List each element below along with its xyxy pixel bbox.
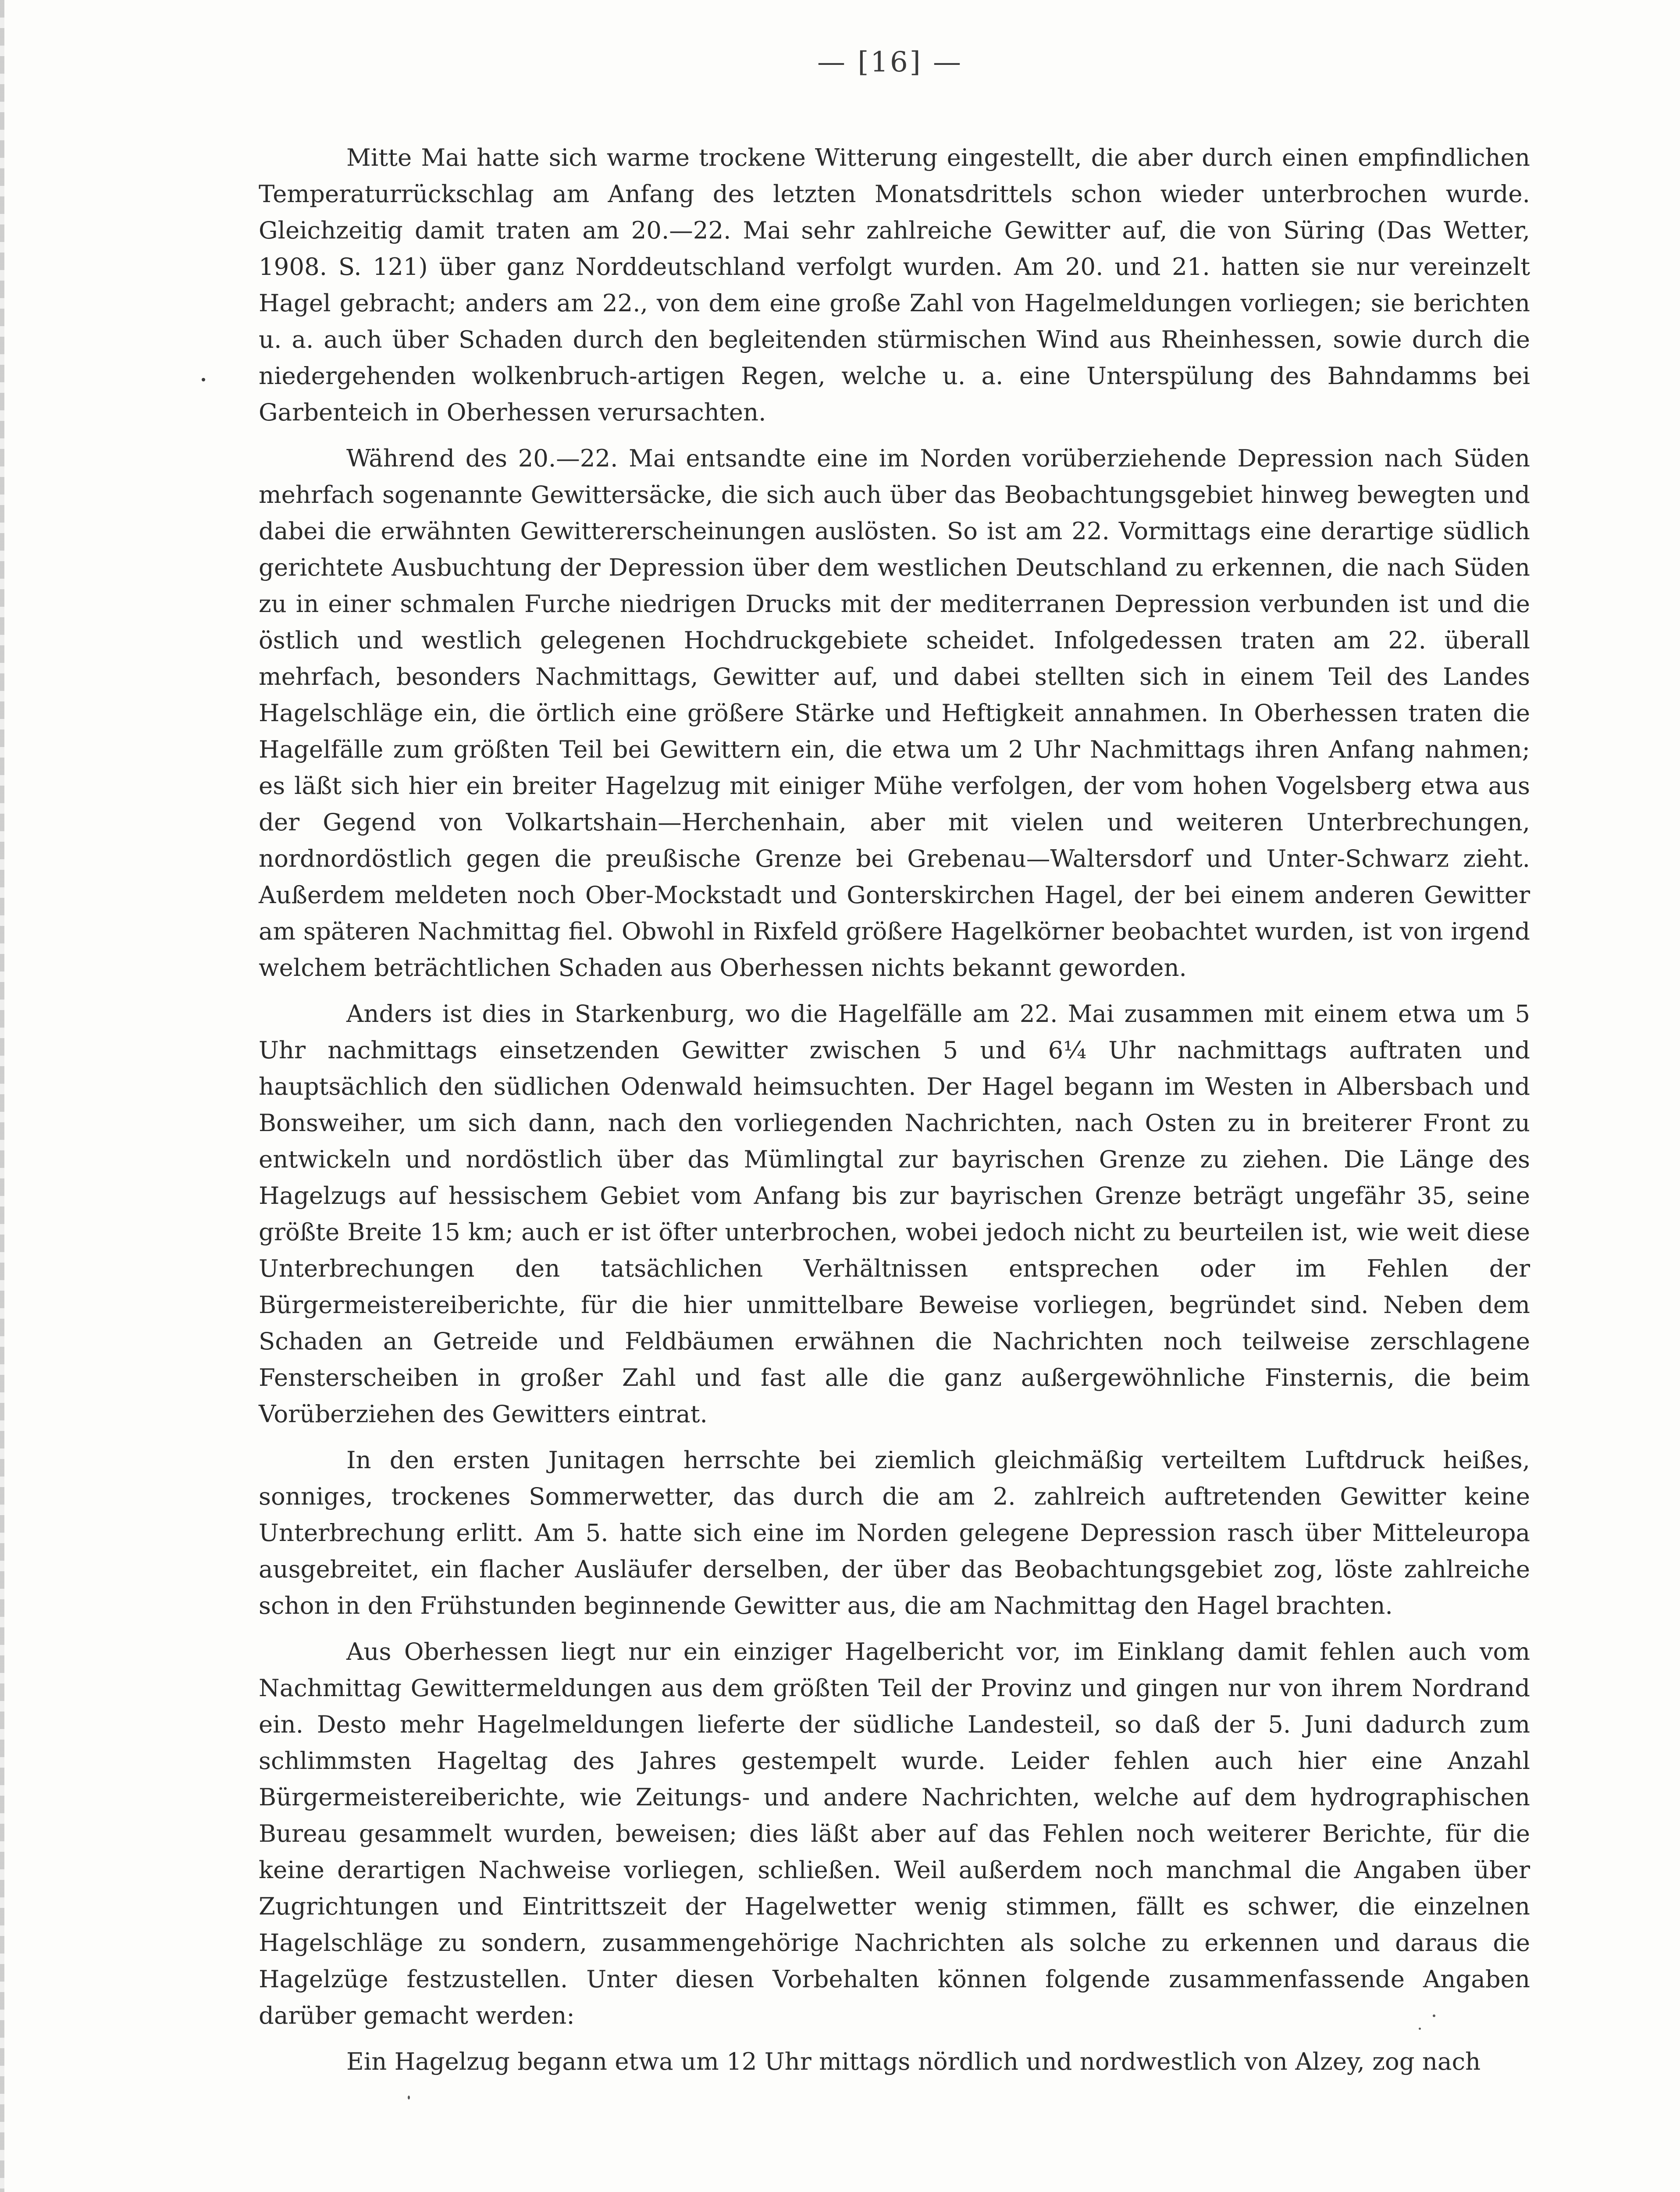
scan-speck: [408, 2096, 410, 2099]
paragraph: In den ersten Junitagen herrschte bei ziemlich gleichmäßig verteiltem Luftdruck heißes, sonniges, trockenes Sommerwetter, das durch die am 2. zahlreich auftretenden Gewitter keine Unterbrechung erlitt. Am 5. hatte sich eine im Norden gelegene Depression rasch über Mitteleuropa ausgebreitet, ein flacher Ausläufer derselben, der über das Beobachtungsgebiet zog, löste zahlreiche schon in den Frühstunden beginnende Gewitter aus, die am Nachmittag den Hagel brachten.: [259, 1446, 1530, 1619]
margin-mark: [202, 378, 205, 381]
paragraph: Anders ist dies in Starkenburg, wo die Hagelfälle am 22. Mai zusammen mit einem etwa um 5 Uhr nachmittags einsetzenden Gewitter zwischen 5 und 6¼ Uhr nachmittags auftraten und hauptsächlich den südlichen Odenwald heimsuchten. Der Hagel begann im Westen in Albersbach und Bonsweiher, um sich dann, nach den vorliegenden Nachrichten, nach Osten zu in breiterer Front zu entwickeln und nordöstlich über das Mümlingtal zur bayrischen Grenze zu ziehen. Die Länge des Hagelzugs auf hessischem Gebiet vom Anfang bis zur bayrischen Grenze beträgt ungefähr 35, seine größte Breite 15 km; auch er ist öfter unterbrochen, wobei jedoch nicht zu beurteilen ist, wie weit diese Unterbrechungen den tatsächlichen Verhältnissen entsprechen oder im Fehlen der Bürgermeistereiberichte, für die hier unmittelbare Beweise vorliegen, begründet sind. Neben dem Schaden an Getreide und Feldbäumen erwähnen die Nachrichten noch teilweise zerschlagene Fensterscheiben in großer Zahl und fast alle die ganz außergewöhnliche Finsternis, die beim Vorüberziehen des Gewitters eintrat.: [259, 1000, 1530, 1428]
scan-left-edge: [0, 0, 4, 2192]
scan-speck: [1433, 2014, 1435, 2017]
paragraph: Mitte Mai hatte sich warme trockene Witterung eingestellt, die aber durch einen empfindlichen Temperaturrückschlag am Anfang des letzten Monatsdrittels schon wieder unterbrochen wurde. Gleichzeitig damit traten am 20.—22. Mai sehr zahlreiche Gewitter auf, die von Süring (Das Wetter, 1908. S. 121) über ganz Norddeutschland verfolgt wurden. Am 20. und 21. hatten sie nur vereinzelt Hagel gebracht; anders am 22., von dem eine große Zahl von Hagelmeldungen vorliegen; sie berichten u. a. auch über Schaden durch den begleitenden stürmischen Wind aus Rheinhessen, sowie durch die niedergehenden wolkenbruch-artigen Regen, welche u. a. eine Unterspülung des Bahndamms bei Garbenteich in Oberhessen verursachten.: [259, 143, 1530, 426]
scan-speck: [1419, 2028, 1421, 2030]
page-number: — [16] —: [817, 46, 963, 78]
paragraph: Aus Oberhessen liegt nur ein einziger Hagelbericht vor, im Einklang damit fehlen auch vom Nachmittag Gewittermeldungen aus dem größten Teil der Provinz und gingen nur von ihrem Nordrand ein. Desto mehr Hagelmeldungen lieferte der südliche Landesteil, so daß der 5. Juni dadurch zum schlimmsten Hageltag des Jahres gestempelt wurde. Leider fehlen auch hier eine Anzahl Bürgermeistereiberichte, wie Zeitungs- und andere Nachrichten, welche auf dem hydrographischen Bureau gesammelt wurden, beweisen; dies läßt aber auf das Fehlen noch weiterer Berichte, für die keine derartigen Nachweise vorliegen, schließen. Weil außerdem noch manchmal die Angaben über Zugrichtungen und Eintrittszeit der Hagelwetter wenig stimmen, fällt es schwer, die einzelnen Hagelschläge zu sondern, zusammengehörige Nachrichten als solche zu erkennen und daraus die Hagelzüge festzustellen. Unter diesen Vorbehalten können folgende zusammenfassende Angaben darüber gemacht werden:: [259, 1637, 1530, 2029]
paragraph: Während des 20.—22. Mai entsandte eine im Norden vorüberziehende Depression nach Süden mehrfach sogenannte Gewittersäcke, die sich auch über das Beobachtungsgebiet hinweg bewegten und dabei die erwähnten Gewittererscheinungen auslösten. So ist am 22. Vormittags eine derartige südlich gerichtete Ausbuchtung der Depression über dem westlichen Deutschland zu erkennen, die nach Süden zu in einer schmalen Furche niedrigen Drucks mit der mediterranen Depression verbunden ist und die östlich und westlich gelegenen Hochdruckgebiete scheidet. Infolgedessen traten am 22. überall mehrfach, besonders Nachmittags, Gewitter auf, und dabei stellten sich in einem Teil des Landes Hagelschläge ein, die örtlich eine größere Stärke und Heftigkeit annahmen. In Oberhessen traten die Hagelfälle zum größten Teil bei Gewittern ein, die etwa um 2 Uhr Nachmittags ihren Anfang nahmen; es läßt sich hier ein breiter Hagelzug mit einiger Mühe verfolgen, der vom hohen Vogelsberg etwa aus der Gegend von Volkartshain—Herchenhain, aber mit vielen und weiteren Unterbrechungen, nordnordöstlich gegen die preußische Grenze bei Grebenau—Waltersdorf und Unter-Schwarz zieht. Außerdem meldeten noch Ober-Mockstadt und Gonterskirchen Hagel, der bei einem anderen Gewitter am späteren Nachmittag fiel. Obwohl in Rixfeld größere Hagelkörner beobachtet wurden, ist von irgend welchem beträchtlichen Schaden aus Oberhessen nichts bekannt geworden.: [259, 444, 1530, 982]
paragraph: Ein Hagelzug begann etwa um 12 Uhr mittags nördlich und nordwestlich von Alzey, zog nach: [346, 2047, 1481, 2075]
body-text: [259, 139, 1530, 2080]
